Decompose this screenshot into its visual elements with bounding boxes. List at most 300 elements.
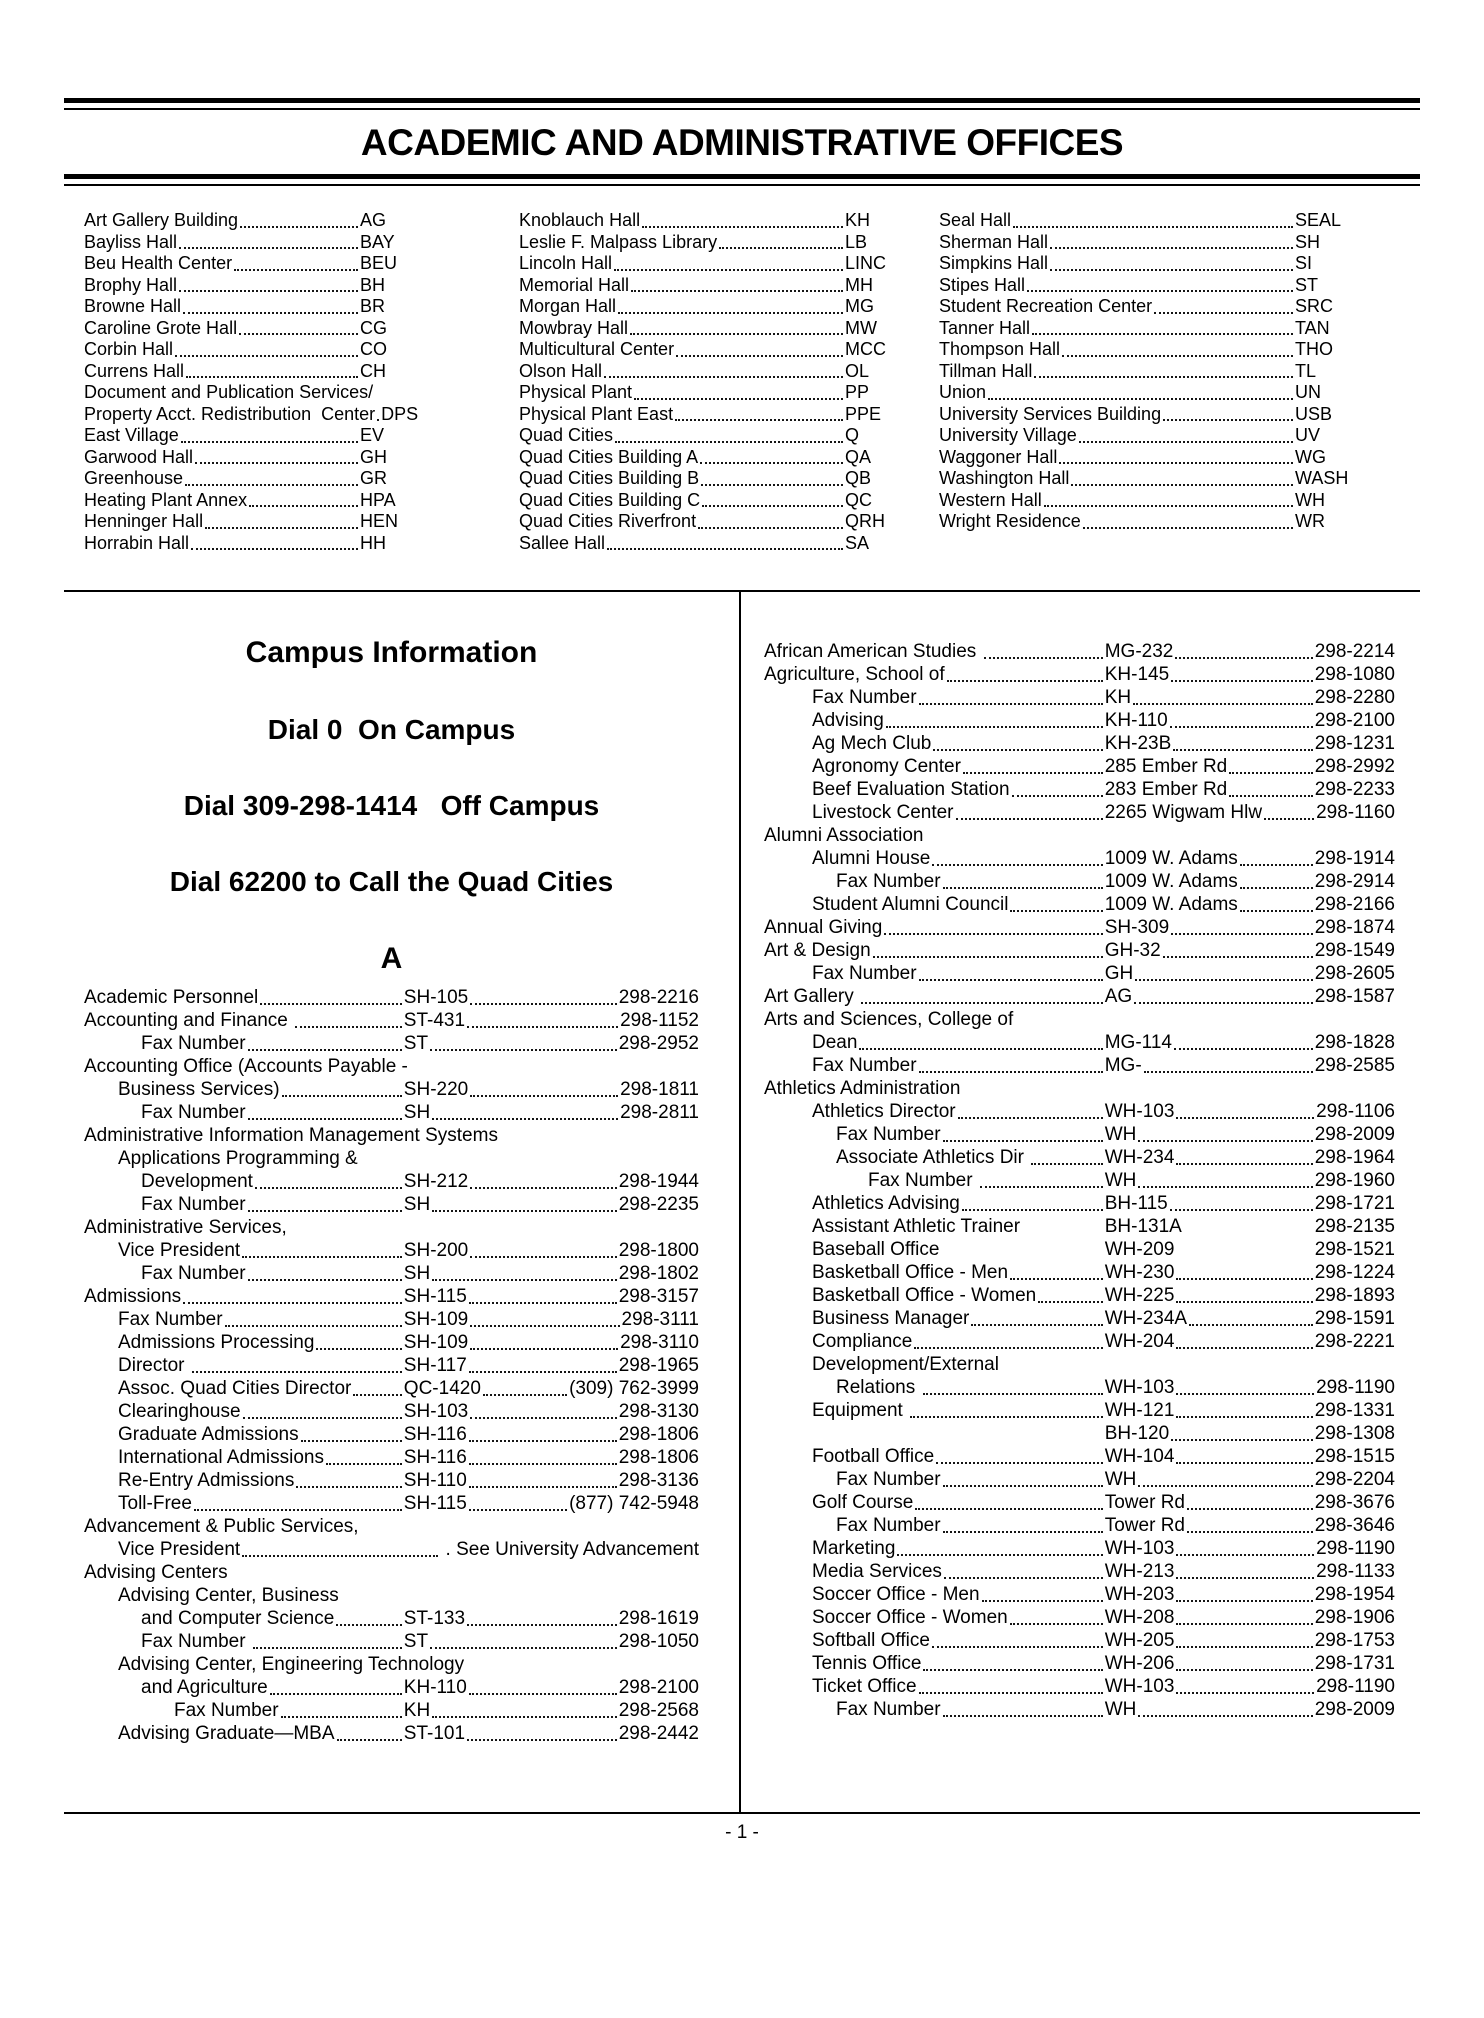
entry-location: WH-204 — [1104, 1331, 1175, 1352]
entry-name-cell — [764, 1606, 1105, 1629]
entry-name-cell — [84, 1722, 404, 1745]
building-abbreviation: KH — [845, 210, 871, 230]
directory-row — [84, 1009, 699, 1032]
entry-name-cell — [84, 1400, 404, 1423]
entry-name-cell — [764, 1284, 1105, 1307]
entry-label: Soccer Office - Men — [812, 1584, 980, 1605]
entry-location: SH-115 — [403, 1493, 467, 1514]
entry-location-cell — [404, 1193, 619, 1216]
dot-leader — [1240, 887, 1313, 889]
entry-location-cell — [1105, 709, 1315, 732]
building-name: Document and Publication Services/ — [84, 382, 374, 402]
entry-location: WH-234A — [1104, 1308, 1188, 1329]
entry-phone: (877) 742-5948 — [569, 1493, 699, 1514]
building-abbreviation: CG — [360, 317, 387, 338]
directory-row — [84, 1538, 699, 1561]
building-abbreviation: MG — [845, 296, 874, 316]
entry-name-cell — [84, 1469, 404, 1492]
building-name: Washington Hall — [939, 468, 1070, 488]
building-abbreviation: WG — [1295, 446, 1326, 467]
dot-leader — [430, 1647, 617, 1649]
entry-location-cell — [404, 1446, 619, 1469]
directory-right-entries — [764, 640, 1395, 1721]
entry-location-cell — [404, 1331, 620, 1354]
dot-leader — [719, 247, 843, 249]
entry-phone: 298-1800 — [618, 1240, 699, 1261]
directory-row — [84, 1055, 699, 1078]
entry-name-cell — [764, 1652, 1105, 1675]
entry-phone: (309) 762-3999 — [569, 1378, 699, 1399]
building-row — [939, 425, 1349, 447]
entry-label: Admissions — [84, 1286, 182, 1307]
page-number: - 1 - — [725, 1822, 759, 1843]
entry-phone: 298-1133 — [1316, 1561, 1395, 1582]
building-row — [519, 232, 899, 254]
entry-location: SH — [403, 1194, 431, 1215]
building-abbreviation: WR — [1295, 511, 1325, 531]
building-legend — [64, 186, 1420, 554]
entry-name-cell — [764, 962, 1105, 985]
entry-name-cell — [764, 1146, 1105, 1169]
building-row — [519, 425, 899, 447]
directory-row — [764, 640, 1395, 663]
building-row — [84, 511, 414, 533]
dot-leader — [634, 398, 843, 400]
entry-location-cell — [1105, 1675, 1316, 1698]
directory-row — [764, 1077, 1395, 1100]
building-name: Quad Cities — [519, 425, 614, 445]
directory-row — [84, 1446, 699, 1469]
building-name: Quad Cities Building C — [519, 489, 701, 510]
entry-name-cell — [764, 870, 1105, 893]
entry-label: Fax Number — [836, 1124, 941, 1145]
entry-location-cell — [1105, 985, 1315, 1008]
directory-row — [764, 1422, 1395, 1445]
building-row — [939, 275, 1349, 297]
directory-row — [84, 986, 699, 1009]
entry-phone: 298-1965 — [618, 1355, 699, 1376]
entry-location: 1009 W. Adams — [1104, 848, 1238, 869]
building-name: Physical Plant East — [519, 403, 674, 424]
building-name: Currens Hall — [84, 360, 185, 381]
top-double-rule — [64, 98, 1420, 110]
building-row — [519, 275, 899, 297]
building-name: Henninger Hall — [84, 511, 204, 531]
dial-line-off-campus: Dial 309-298-1414 Off Campus — [183, 790, 600, 821]
directory-row — [764, 847, 1395, 870]
directory-left-column — [64, 592, 741, 1812]
entry-location-cell — [404, 1492, 569, 1515]
entry-name-cell — [84, 1492, 404, 1515]
entry-location-cell — [404, 1262, 619, 1285]
dot-leader — [1176, 1623, 1312, 1625]
entry-name-cell — [764, 1583, 1105, 1606]
dot-leader — [469, 1509, 567, 1511]
dot-leader — [982, 1600, 1103, 1602]
dot-leader — [607, 548, 843, 550]
building-name: Student Recreation Center — [939, 296, 1153, 316]
building-row — [84, 275, 414, 297]
entry-location: WH-208 — [1104, 1607, 1175, 1628]
building-abbreviation: WH — [1295, 489, 1325, 510]
entry-name-cell — [764, 1537, 1105, 1560]
directory-row — [84, 1124, 699, 1147]
directory-row — [84, 1331, 699, 1354]
building-row — [939, 232, 1349, 254]
entry-location-cell — [1105, 1491, 1315, 1514]
dot-leader — [1163, 956, 1313, 958]
entry-label: Fax Number — [836, 1515, 941, 1536]
directory-row — [84, 1400, 699, 1423]
entry-location: ST-133 — [403, 1608, 466, 1629]
entry-label: Livestock Center — [812, 802, 954, 823]
building-abbreviation: GH — [360, 446, 387, 467]
entry-location-cell — [404, 1009, 620, 1032]
entry-location: 285 Ember Rd — [1104, 756, 1228, 777]
building-name: Browne Hall — [84, 296, 182, 316]
dot-leader — [248, 1210, 402, 1212]
dot-leader — [642, 226, 843, 228]
dot-leader — [1240, 910, 1313, 912]
dot-leader — [884, 933, 1102, 935]
dot-leader — [701, 484, 843, 486]
directory-row — [84, 1607, 699, 1630]
dot-leader — [1176, 1600, 1312, 1602]
entry-location: WH-230 — [1104, 1262, 1175, 1283]
building-row — [939, 210, 1349, 232]
dot-leader — [956, 818, 1103, 820]
entry-location: MG- — [1104, 1055, 1142, 1076]
directory-row — [84, 1147, 699, 1170]
entry-name-cell — [84, 1423, 404, 1446]
entry-name-cell — [84, 1308, 404, 1331]
entry-name-cell — [764, 1261, 1105, 1284]
directory-row — [84, 1653, 699, 1676]
entry-label: Fax Number — [836, 871, 941, 892]
building-abbreviation: LB — [845, 231, 868, 252]
entry-phone: 298-2216 — [618, 987, 699, 1008]
entry-location: WH-206 — [1104, 1653, 1175, 1674]
entry-phone: 298-1811 — [620, 1079, 699, 1100]
building-abbreviation: WASH — [1295, 468, 1349, 488]
building-legend-column-1 — [84, 210, 419, 554]
directory-box — [64, 590, 1420, 1814]
building-name: Seal Hall — [939, 210, 1012, 230]
dot-leader — [432, 1716, 617, 1718]
dot-leader — [195, 462, 358, 464]
dot-leader — [919, 1071, 1103, 1073]
entry-label: and Computer Science — [141, 1608, 335, 1629]
entry-location-cell — [1105, 1100, 1316, 1123]
building-row — [84, 403, 419, 426]
entry-name-cell — [764, 1468, 1105, 1491]
building-abbreviation: HPA — [360, 489, 396, 510]
directory-row — [764, 939, 1395, 962]
building-abbreviation: USB — [1295, 403, 1333, 424]
entry-name-cell — [764, 1192, 1105, 1215]
entry-name-cell — [84, 1331, 404, 1354]
building-row — [939, 468, 1349, 490]
dot-leader — [296, 1486, 401, 1488]
entry-label: Fax Number — [141, 1263, 246, 1284]
dot-leader — [469, 1371, 617, 1373]
entry-location-cell — [404, 1377, 569, 1400]
entry-location: ST — [403, 1033, 429, 1054]
directory-row — [764, 709, 1395, 732]
entry-location-cell — [1105, 1422, 1315, 1445]
dot-leader — [919, 979, 1103, 981]
directory-row — [84, 1032, 699, 1055]
directory-row — [764, 1123, 1395, 1146]
directory-row — [764, 732, 1395, 755]
entry-label: Ag Mech Club — [812, 733, 932, 754]
dot-leader — [183, 1302, 402, 1304]
building-name: University Village — [939, 425, 1077, 445]
dot-leader — [470, 1003, 616, 1005]
dot-leader — [943, 1140, 1103, 1142]
directory-row — [764, 962, 1395, 985]
entry-name-cell — [84, 1607, 404, 1630]
building-row — [84, 468, 414, 490]
directory-row — [84, 1377, 699, 1400]
dot-leader — [971, 1324, 1102, 1326]
dot-leader — [923, 1393, 1103, 1395]
dot-leader — [432, 1279, 617, 1281]
entry-location: Tower Rd — [1104, 1515, 1185, 1536]
entry-label: Baseball Office — [812, 1239, 940, 1260]
dot-leader — [962, 1209, 1103, 1211]
entry-location-cell — [404, 1607, 619, 1630]
building-row — [519, 253, 899, 275]
entry-label: Fax Number — [812, 963, 917, 984]
directory-row — [764, 1606, 1395, 1629]
entry-phone: 298-1152 — [620, 1010, 699, 1031]
directory-row — [764, 1330, 1395, 1353]
entry-label: Accounting Office (Accounts Payable - — [84, 1056, 408, 1077]
building-name: Physical Plant — [519, 382, 633, 402]
dot-leader — [1134, 1002, 1313, 1004]
dot-leader — [1062, 355, 1293, 357]
entry-label: Fax Number — [141, 1631, 251, 1652]
entry-location: SH-109 — [403, 1309, 469, 1330]
building-abbreviation: CO — [360, 339, 387, 359]
directory-left-entries — [84, 986, 699, 1745]
entry-name-cell — [764, 1445, 1105, 1468]
building-row — [939, 511, 1349, 533]
entry-phone: 298-1964 — [1314, 1147, 1395, 1168]
entry-phone: 298-2214 — [1314, 641, 1395, 662]
building-abbreviation: QC — [845, 489, 872, 510]
building-abbreviation: GR — [360, 468, 387, 488]
entry-name-cell — [84, 1170, 404, 1193]
directory-row — [764, 1675, 1395, 1698]
entry-label: Vice President — [118, 1240, 241, 1261]
entry-phone: 298-1106 — [1316, 1101, 1395, 1122]
building-row — [519, 511, 899, 533]
dot-leader — [242, 1256, 402, 1258]
entry-phone: 298-2585 — [1314, 1055, 1395, 1076]
entry-location: KH-23B — [1104, 733, 1172, 754]
entry-location: WH — [1104, 1124, 1137, 1145]
entry-name-cell — [764, 709, 1105, 732]
dot-leader — [469, 1693, 617, 1695]
dot-leader — [932, 864, 1102, 866]
building-row — [939, 253, 1349, 275]
directory-row — [84, 1699, 699, 1722]
entry-location: SH-220 — [403, 1079, 469, 1100]
dot-leader — [1176, 1577, 1314, 1579]
entry-name-cell — [84, 1377, 404, 1400]
entry-label: Soccer Office - Women — [812, 1607, 1008, 1628]
dot-leader — [1133, 703, 1313, 705]
entry-phone: 298-1591 — [1314, 1308, 1395, 1329]
entry-label: Academic Personnel — [84, 987, 259, 1008]
dot-leader — [914, 1347, 1102, 1349]
building-row — [84, 210, 414, 232]
entry-location: WH-213 — [1104, 1561, 1175, 1582]
dot-leader — [470, 1095, 618, 1097]
entry-label: Advising Center, Engineering Technology — [118, 1654, 465, 1675]
directory-right-column — [741, 592, 1420, 1812]
building-row — [939, 404, 1349, 426]
building-abbreviation: TL — [1295, 360, 1317, 381]
entry-location: KH — [1104, 687, 1132, 708]
entry-name-cell — [764, 663, 1105, 686]
dot-leader — [615, 441, 843, 443]
dot-leader — [240, 226, 358, 228]
dot-leader — [980, 1186, 1103, 1188]
dot-leader — [1174, 1048, 1313, 1050]
building-abbreviation: EV — [360, 425, 385, 445]
dot-leader — [618, 312, 843, 314]
building-abbreviation: SRC — [1295, 296, 1334, 316]
building-name: Tanner Hall — [939, 317, 1031, 338]
entry-label: Accounting and Finance — [84, 1010, 294, 1031]
directory-row — [764, 893, 1395, 916]
building-abbreviation: PPE — [845, 403, 882, 424]
building-name: University Services Building — [939, 403, 1162, 424]
dot-leader — [1079, 441, 1293, 443]
entry-label: Athletics Administration — [764, 1078, 961, 1099]
entry-location-cell — [1105, 916, 1315, 939]
building-name: Lincoln Hall — [519, 253, 613, 273]
entry-location-cell — [1105, 1468, 1315, 1491]
entry-label: and Agriculture — [141, 1677, 268, 1698]
entry-name-cell — [764, 640, 1105, 663]
building-row — [939, 318, 1349, 340]
dot-leader — [1176, 1163, 1312, 1165]
dot-leader — [469, 1486, 617, 1488]
directory-row — [764, 1445, 1395, 1468]
entry-label: Fax Number — [812, 687, 917, 708]
dot-leader — [1044, 505, 1293, 507]
building-name: Brophy Hall — [84, 274, 178, 295]
dot-leader — [923, 1669, 1102, 1671]
dot-leader — [919, 1692, 1103, 1694]
entry-location-cell — [1105, 893, 1315, 916]
building-abbreviation: AG — [360, 210, 387, 230]
title-bottom-double-rule — [64, 174, 1420, 186]
entry-name-cell — [764, 1675, 1105, 1698]
entry-label: Arts and Sciences, College of — [764, 1009, 1014, 1030]
dot-leader — [963, 772, 1103, 774]
building-abbreviation: ST — [1295, 274, 1319, 295]
dot-leader — [470, 1417, 616, 1419]
entry-phone: 298-1231 — [1314, 733, 1395, 754]
entry-phone: 298-1954 — [1314, 1584, 1395, 1605]
entry-label: Softball Office — [812, 1630, 930, 1651]
directory-row — [764, 1146, 1395, 1169]
entry-phone: 298-2100 — [1314, 710, 1395, 731]
dot-leader — [1038, 1301, 1103, 1303]
directory-row — [84, 1216, 699, 1239]
entry-label: Advising Center, Business — [118, 1585, 339, 1606]
entry-phone: 298-2009 — [1314, 1699, 1395, 1720]
entry-location-cell — [1105, 1445, 1315, 1468]
entry-location-cell — [1105, 1399, 1315, 1422]
entry-label: Business Manager — [812, 1308, 970, 1329]
entry-label: Applications Programming & — [118, 1148, 358, 1169]
dot-leader — [1059, 462, 1293, 464]
building-name: Sallee Hall — [519, 532, 606, 553]
entry-location: 283 Ember Rd — [1104, 779, 1228, 800]
entry-location-cell — [404, 1423, 619, 1446]
dot-leader — [1013, 226, 1293, 228]
dot-leader — [249, 505, 358, 507]
entry-phone: 298-2568 — [618, 1700, 699, 1721]
entry-label: Fax Number — [836, 1699, 941, 1720]
dot-leader — [242, 1555, 438, 1557]
entry-label: Fax Number — [141, 1194, 246, 1215]
entry-label: Fax Number — [141, 1033, 246, 1054]
entry-name-cell — [84, 1446, 404, 1469]
dot-leader — [175, 355, 358, 357]
dot-leader — [467, 1739, 617, 1741]
building-abbreviation: UV — [1295, 425, 1321, 445]
entry-location-cell — [1105, 870, 1315, 893]
dot-leader — [1083, 527, 1293, 529]
entry-location-cell — [1105, 1537, 1316, 1560]
building-abbreviation: BEU — [360, 253, 398, 273]
entry-location: WH-103 — [1104, 1101, 1175, 1122]
building-abbreviation: HEN — [360, 511, 399, 531]
entry-location: BH-115 — [1104, 1193, 1168, 1214]
entry-location: SH-105 — [403, 987, 469, 1008]
entry-phone: 298-2442 — [618, 1723, 699, 1744]
entry-reference: . See University Advancement — [440, 1539, 699, 1560]
directory-row — [764, 663, 1395, 686]
building-name: East Village — [84, 425, 179, 445]
dot-leader — [470, 1348, 618, 1350]
dot-leader — [947, 680, 1103, 682]
entry-name-cell — [764, 686, 1105, 709]
entry-location-cell — [404, 1308, 622, 1331]
directory-row — [84, 1584, 699, 1607]
building-row — [939, 361, 1349, 383]
directory-row — [84, 1469, 699, 1492]
entry-phone: 298-1731 — [1314, 1653, 1395, 1674]
dot-leader — [225, 1325, 402, 1327]
entry-location-cell — [404, 1101, 620, 1124]
directory-row — [764, 824, 1395, 847]
dot-leader — [179, 290, 358, 292]
dot-leader — [282, 1095, 402, 1097]
building-row — [519, 296, 899, 318]
entry-name-cell — [764, 1376, 1105, 1399]
entry-label: Football Office — [812, 1446, 935, 1467]
dot-leader — [467, 1026, 618, 1028]
building-legend-column-2 — [519, 210, 899, 554]
